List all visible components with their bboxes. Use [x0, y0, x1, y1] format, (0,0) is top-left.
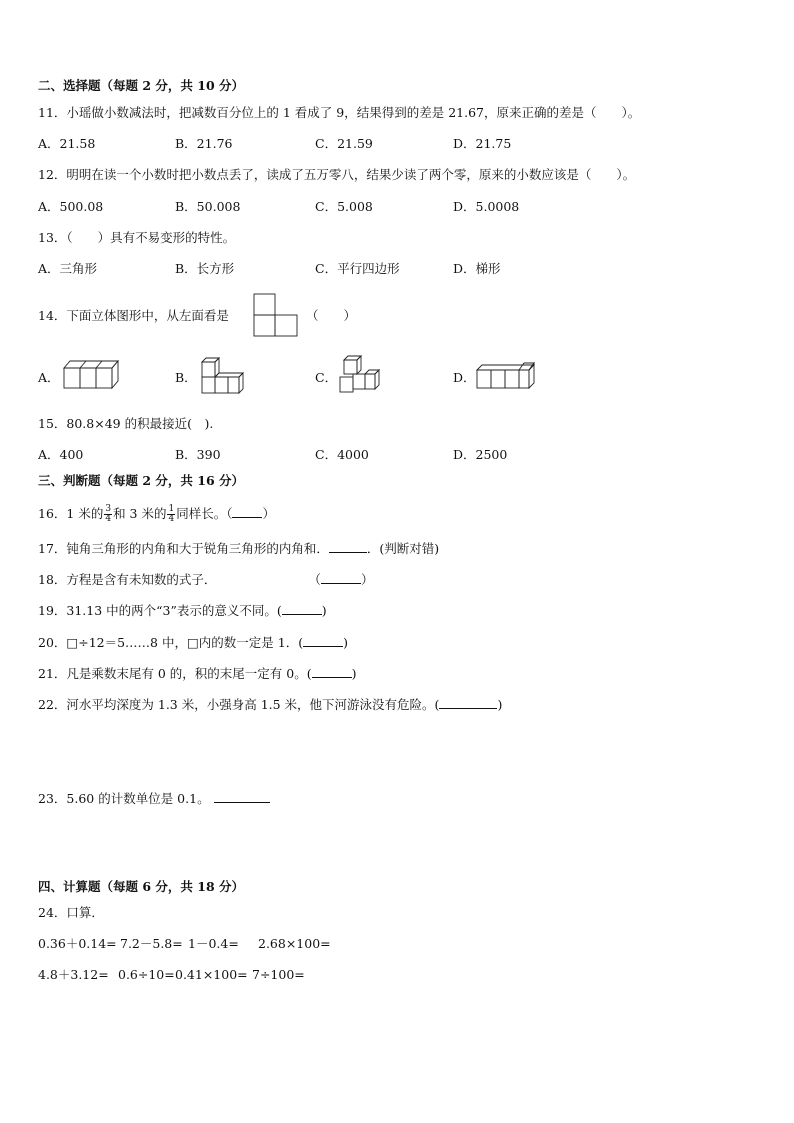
q14-option-a[interactable]: A．: [38, 370, 60, 385]
section-title-calc: 四、计算题（每题 6 分，共 18 分）: [38, 879, 245, 894]
left-view-figure: [253, 293, 299, 337]
question-17: 17．钝角三角形的内角和大于锐角三角形的内角和． ．(判断对错): [38, 541, 440, 556]
question-22: 22．河水平均深度为 1.3 米，小强身高 1.5 米，他下河游泳没有危险。( ): [38, 697, 503, 712]
q14-option-c[interactable]: C．: [315, 370, 338, 385]
calc-item: 1－0.4=: [188, 936, 239, 951]
fraction-one-quarter: $\frac{1}{4}$: [168, 504, 175, 524]
calc-item: 2.68×100=: [258, 936, 331, 951]
q13-option-c[interactable]: C．平行四边形: [315, 261, 400, 276]
q14-option-b[interactable]: B．: [175, 370, 197, 385]
q14-option-d-cubes: [476, 360, 536, 392]
section-title-choice: 二、选择题（每题 2 分，共 10 分）: [38, 78, 245, 93]
q15-option-d[interactable]: D．2500: [453, 447, 508, 462]
calc-item: 0.6÷10=: [118, 967, 175, 982]
q12-option-d[interactable]: D．5.0008: [453, 199, 520, 214]
q21-answer-blank[interactable]: [312, 677, 352, 678]
q11-option-a[interactable]: A．21.58: [38, 136, 96, 151]
q17-answer-blank[interactable]: [329, 552, 367, 553]
q16-mid: 和 3 米的: [113, 506, 167, 521]
q11-option-d[interactable]: D．21.75: [453, 136, 512, 151]
question-11: 11．小瑶做小数减法时，把减数百分位上的 1 看成了 9，结果得到的差是 21.67，原来正确的差是（ ）。: [38, 105, 641, 120]
calc-item: 7.2－5.8=: [120, 936, 183, 951]
q13-option-b[interactable]: B．长方形: [175, 261, 235, 276]
fraction-three-quarters: $\frac{3}{4}$: [105, 504, 112, 524]
calc-item: 4.8＋3.12=: [38, 967, 109, 982]
question-23: 23．5.60 的计数单位是 0.1。: [38, 791, 270, 807]
question-13: 13．（ ）具有不易变形的特性。: [38, 230, 236, 245]
calc-item: 0.41×100=: [175, 967, 248, 982]
question-21: 21．凡是乘数末尾有 0 的，积的末尾一定有 0。( ): [38, 666, 357, 681]
question-20: 20．□÷12＝5……8 中，□内的数一定是 1．( ): [38, 635, 348, 650]
question-24: 24．口算．: [38, 905, 104, 920]
question-16: [38, 505, 275, 524]
question-15: 15．80.8×49 的积最接近( ).: [38, 416, 214, 431]
question-12: 12．明明在读一个小数时把小数点丢了，读成了五万零八，结果少读了两个零，原来的小数应该是（ ）。: [38, 167, 636, 182]
q11-option-c[interactable]: C．21.59: [315, 136, 373, 151]
q16-end: ）: [262, 506, 275, 521]
q15-option-a[interactable]: A．400: [38, 447, 84, 462]
q13-option-d[interactable]: D．梯形: [453, 261, 501, 276]
calc-item: 7÷100=: [252, 967, 305, 982]
q15-option-c[interactable]: C．4000: [315, 447, 369, 462]
q12-option-a[interactable]: A．500.08: [38, 199, 104, 214]
q11-option-b[interactable]: B．21.76: [175, 136, 233, 151]
calc-item: 0.36＋0.14=: [38, 936, 117, 951]
question-18: 18．方程是含有未知数的式子． （ ）: [38, 572, 374, 587]
q14-option-a-cubes: [62, 356, 118, 392]
q15-option-b[interactable]: B．390: [175, 447, 221, 462]
q14-option-d[interactable]: D．: [453, 370, 476, 385]
q12-option-c[interactable]: C．5.008: [315, 199, 373, 214]
q16-answer-blank[interactable]: [232, 517, 262, 518]
q22-answer-blank[interactable]: [439, 708, 497, 709]
q13-option-a[interactable]: A．三角形: [38, 261, 98, 276]
q14-paren: （ ）: [306, 308, 357, 323]
q14-option-b-cubes: [200, 358, 244, 396]
question-19: 19．31.13 中的两个“3”表示的意义不同。( ): [38, 603, 327, 618]
q14-option-c-cubes: [339, 355, 379, 395]
q16-post: 同样长。（: [176, 506, 233, 521]
q16-pre: 16．1 米的: [38, 506, 104, 521]
section-title-judge: 三、判断题（每题 2 分，共 16 分）: [38, 473, 245, 488]
q18-answer-blank[interactable]: [321, 583, 361, 584]
question-14: 14．下面立体图形中，从左面看是: [38, 308, 229, 323]
q12-option-b[interactable]: B．50.008: [175, 199, 241, 214]
q20-answer-blank[interactable]: [303, 646, 343, 647]
q19-answer-blank[interactable]: [282, 614, 322, 615]
q23-answer-blank[interactable]: [214, 802, 270, 803]
